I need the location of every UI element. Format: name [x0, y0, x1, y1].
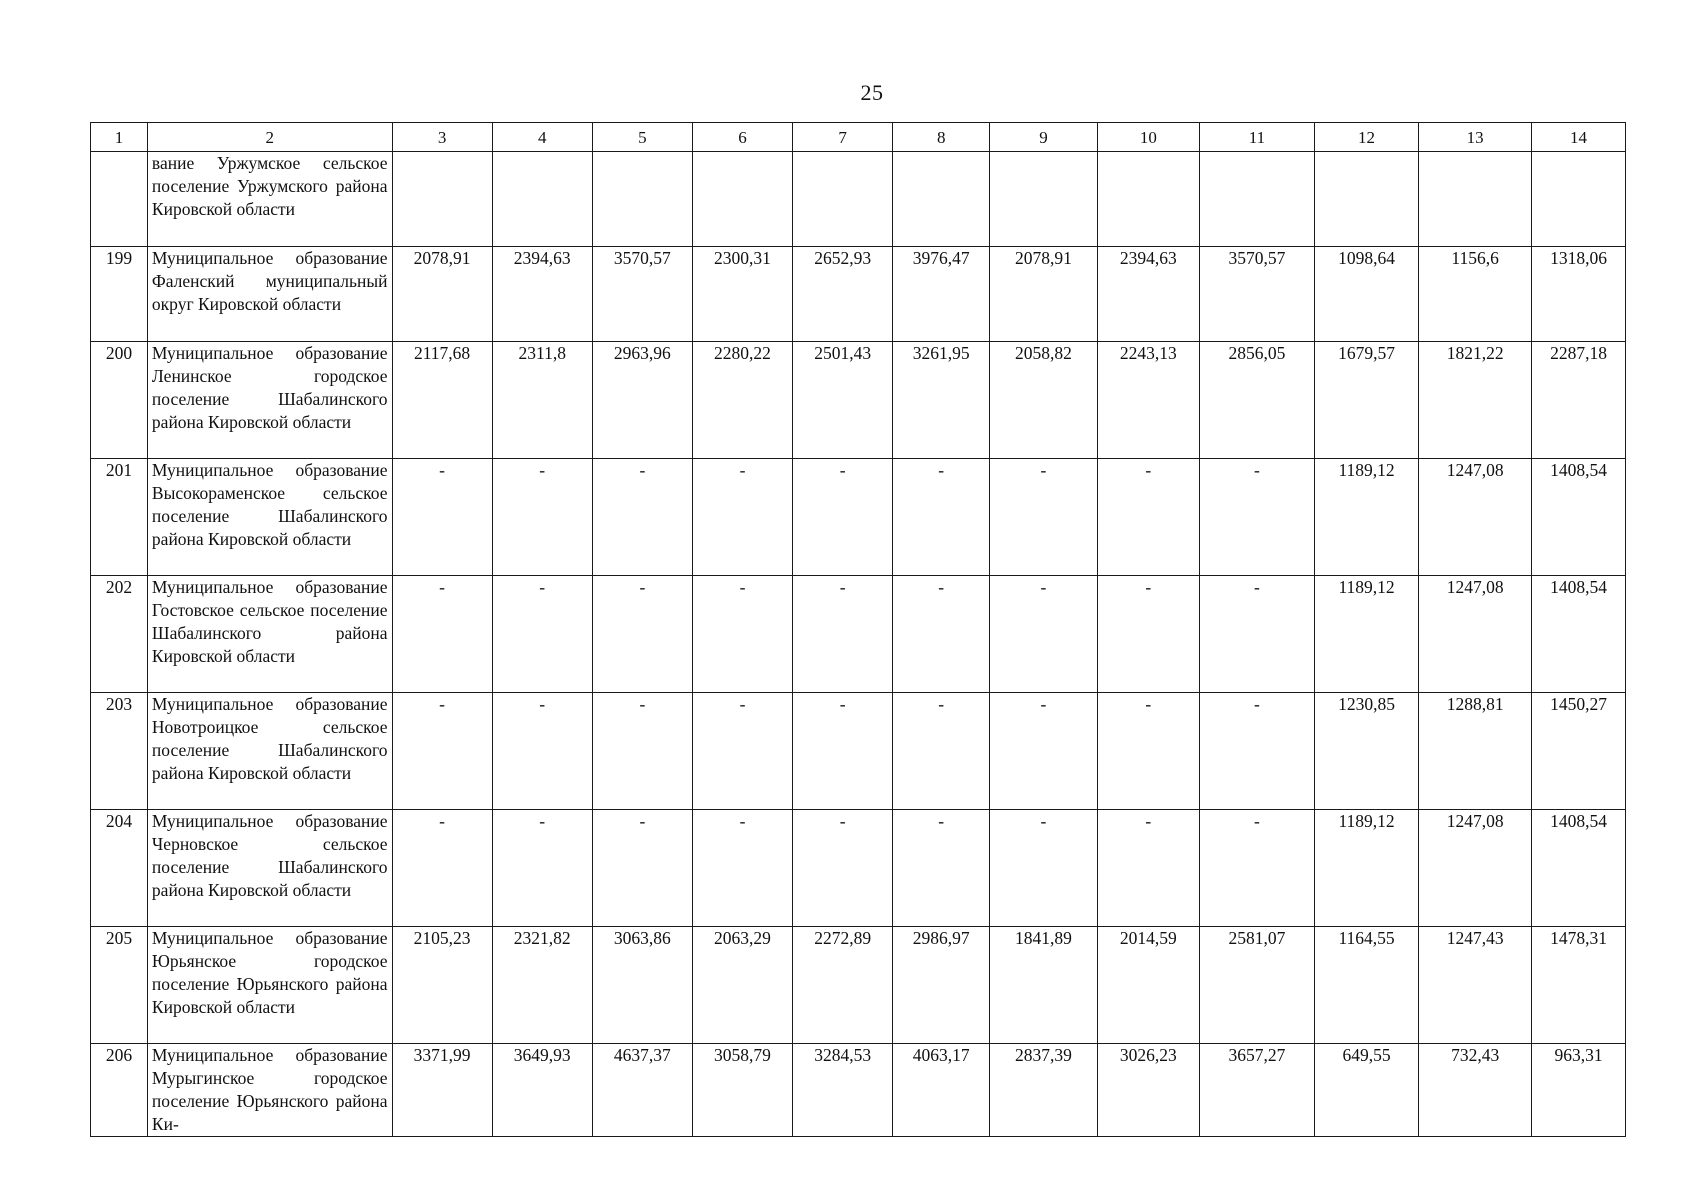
value-cell-col-10: 2394,63 — [1097, 247, 1199, 342]
row-number-cell: 199 — [91, 247, 148, 342]
value-cell-col-13 — [1419, 152, 1532, 247]
municipality-name-cell: Муниципальное образование Новотроицкое сельское поселение Шабалинского района Кировской области — [147, 693, 392, 810]
column-header-10: 10 — [1097, 123, 1199, 152]
value-cell-col-4: - — [492, 810, 592, 927]
value-cell-col-3: - — [392, 693, 492, 810]
municipality-name-cell: Муниципальное образование Юрьянское городское поселение Юрьянского района Кировской области — [147, 927, 392, 1044]
value-cell-col-3: - — [392, 459, 492, 576]
value-cell-col-9: - — [990, 810, 1098, 927]
value-cell-col-9: - — [990, 459, 1098, 576]
value-cell-col-14 — [1532, 152, 1626, 247]
table-body — [91, 123, 1626, 1137]
value-cell-col-5: 3063,86 — [592, 927, 692, 1044]
value-cell-col-5: 2963,96 — [592, 342, 692, 459]
value-cell-col-12: 1189,12 — [1314, 576, 1418, 693]
column-header-12: 12 — [1314, 123, 1418, 152]
column-header-11: 11 — [1199, 123, 1314, 152]
value-cell-col-7: 2272,89 — [793, 927, 893, 1044]
row-number-cell: 201 — [91, 459, 148, 576]
value-cell-col-6: 3058,79 — [692, 1044, 792, 1137]
value-cell-col-11: 2581,07 — [1199, 927, 1314, 1044]
table-row — [91, 459, 1626, 576]
value-cell-col-14: 1408,54 — [1532, 810, 1626, 927]
value-cell-col-9: 2837,39 — [990, 1044, 1098, 1137]
value-cell-col-12 — [1314, 152, 1418, 247]
column-header-3: 3 — [392, 123, 492, 152]
value-cell-col-11: - — [1199, 576, 1314, 693]
row-number-cell: 203 — [91, 693, 148, 810]
column-header-4: 4 — [492, 123, 592, 152]
value-cell-col-5: 3570,57 — [592, 247, 692, 342]
value-cell-col-4 — [492, 152, 592, 247]
municipality-name-cell: вание Уржумское сельское поселение Уржумского района Кировской области — [147, 152, 392, 247]
value-cell-col-4: 2394,63 — [492, 247, 592, 342]
value-cell-col-13: 1288,81 — [1419, 693, 1532, 810]
value-cell-col-10: 3026,23 — [1097, 1044, 1199, 1137]
value-cell-col-6: 2063,29 — [692, 927, 792, 1044]
table-row — [91, 1044, 1626, 1137]
table-row — [91, 810, 1626, 927]
value-cell-col-14: 1408,54 — [1532, 459, 1626, 576]
value-cell-col-6 — [692, 152, 792, 247]
value-cell-col-14: 1408,54 — [1532, 576, 1626, 693]
value-cell-col-14: 1450,27 — [1532, 693, 1626, 810]
value-cell-col-6: - — [692, 693, 792, 810]
table-header-row — [91, 123, 1626, 152]
value-cell-col-14: 1318,06 — [1532, 247, 1626, 342]
value-cell-col-9: 1841,89 — [990, 927, 1098, 1044]
value-cell-col-14: 2287,18 — [1532, 342, 1626, 459]
column-header-6: 6 — [692, 123, 792, 152]
value-cell-col-12: 1230,85 — [1314, 693, 1418, 810]
table-row — [91, 927, 1626, 1044]
value-cell-col-5: - — [592, 576, 692, 693]
value-cell-col-3: 2105,23 — [392, 927, 492, 1044]
table-row — [91, 576, 1626, 693]
value-cell-col-4: - — [492, 459, 592, 576]
column-header-7: 7 — [793, 123, 893, 152]
value-cell-col-9 — [990, 152, 1098, 247]
value-cell-col-14: 1478,31 — [1532, 927, 1626, 1044]
value-cell-col-4: - — [492, 576, 592, 693]
value-cell-col-4: 2311,8 — [492, 342, 592, 459]
column-header-5: 5 — [592, 123, 692, 152]
value-cell-col-8: - — [893, 693, 990, 810]
value-cell-col-10: - — [1097, 576, 1199, 693]
municipality-name-cell: Муниципальное образование Ленинское городское поселение Шабалинского района Кировской области — [147, 342, 392, 459]
row-number-cell: 205 — [91, 927, 148, 1044]
value-cell-col-5: - — [592, 810, 692, 927]
value-cell-col-7 — [793, 152, 893, 247]
value-cell-col-10: - — [1097, 693, 1199, 810]
table-row — [91, 152, 1626, 247]
value-cell-col-6: - — [692, 810, 792, 927]
value-cell-col-4: 3649,93 — [492, 1044, 592, 1137]
value-cell-col-12: 1189,12 — [1314, 459, 1418, 576]
value-cell-col-3: - — [392, 576, 492, 693]
table-row — [91, 247, 1626, 342]
value-cell-col-7: 2652,93 — [793, 247, 893, 342]
value-cell-col-13: 1156,6 — [1419, 247, 1532, 342]
value-cell-col-8: 3976,47 — [893, 247, 990, 342]
row-number-cell: 206 — [91, 1044, 148, 1137]
column-header-1: 1 — [91, 123, 148, 152]
value-cell-col-11: 2856,05 — [1199, 342, 1314, 459]
value-cell-col-10 — [1097, 152, 1199, 247]
value-cell-col-10: 2243,13 — [1097, 342, 1199, 459]
column-header-13: 13 — [1419, 123, 1532, 152]
value-cell-col-7: 3284,53 — [793, 1044, 893, 1137]
value-cell-col-3: 3371,99 — [392, 1044, 492, 1137]
value-cell-col-10: 2014,59 — [1097, 927, 1199, 1044]
value-cell-col-14: 963,31 — [1532, 1044, 1626, 1137]
value-cell-col-13: 1247,43 — [1419, 927, 1532, 1044]
row-number-cell: 200 — [91, 342, 148, 459]
value-cell-col-7: - — [793, 459, 893, 576]
value-cell-col-9: 2078,91 — [990, 247, 1098, 342]
value-cell-col-9: - — [990, 576, 1098, 693]
value-cell-col-7: - — [793, 576, 893, 693]
value-cell-col-12: 1189,12 — [1314, 810, 1418, 927]
row-number-cell — [91, 152, 148, 247]
value-cell-col-4: - — [492, 693, 592, 810]
row-number-cell: 202 — [91, 576, 148, 693]
value-cell-col-6: 2280,22 — [692, 342, 792, 459]
value-cell-col-13: 1247,08 — [1419, 810, 1532, 927]
value-cell-col-6: 2300,31 — [692, 247, 792, 342]
value-cell-col-7: 2501,43 — [793, 342, 893, 459]
page-number: 25 — [860, 80, 884, 105]
table-container — [90, 122, 1626, 1137]
municipality-name-cell: Муниципальное образование Высокораменское сельское поселение Шабалинского района Кировской области — [147, 459, 392, 576]
value-cell-col-8: - — [893, 810, 990, 927]
value-cell-col-11: 3657,27 — [1199, 1044, 1314, 1137]
value-cell-col-3: 2078,91 — [392, 247, 492, 342]
value-cell-col-12: 1098,64 — [1314, 247, 1418, 342]
value-cell-col-3 — [392, 152, 492, 247]
value-cell-col-11: 3570,57 — [1199, 247, 1314, 342]
value-cell-col-3: 2117,68 — [392, 342, 492, 459]
municipality-name-cell: Муниципальное образование Мурыгинское городское поселение Юрьянского района Ки- — [147, 1044, 392, 1137]
value-cell-col-12: 1164,55 — [1314, 927, 1418, 1044]
value-cell-col-12: 1679,57 — [1314, 342, 1418, 459]
data-table — [90, 122, 1626, 1137]
value-cell-col-3: - — [392, 810, 492, 927]
value-cell-col-7: - — [793, 693, 893, 810]
table-row — [91, 342, 1626, 459]
municipality-name-cell: Муниципальное образование Фаленский муниципальный округ Кировской области — [147, 247, 392, 342]
value-cell-col-12: 649,55 — [1314, 1044, 1418, 1137]
value-cell-col-13: 1821,22 — [1419, 342, 1532, 459]
value-cell-col-8: - — [893, 459, 990, 576]
value-cell-col-11: - — [1199, 810, 1314, 927]
row-number-cell: 204 — [91, 810, 148, 927]
value-cell-col-10: - — [1097, 810, 1199, 927]
value-cell-col-7: - — [793, 810, 893, 927]
value-cell-col-13: 1247,08 — [1419, 459, 1532, 576]
value-cell-col-11: - — [1199, 459, 1314, 576]
column-header-2: 2 — [147, 123, 392, 152]
value-cell-col-13: 732,43 — [1419, 1044, 1532, 1137]
value-cell-col-11 — [1199, 152, 1314, 247]
value-cell-col-6: - — [692, 459, 792, 576]
municipality-name-cell: Муниципальное образование Черновское сельское поселение Шабалинского района Кировской области — [147, 810, 392, 927]
value-cell-col-8: 3261,95 — [893, 342, 990, 459]
table-row — [91, 693, 1626, 810]
value-cell-col-5: - — [592, 459, 692, 576]
value-cell-col-5 — [592, 152, 692, 247]
value-cell-col-11: - — [1199, 693, 1314, 810]
value-cell-col-5: 4637,37 — [592, 1044, 692, 1137]
value-cell-col-6: - — [692, 576, 792, 693]
column-header-9: 9 — [990, 123, 1098, 152]
value-cell-col-4: 2321,82 — [492, 927, 592, 1044]
value-cell-col-9: - — [990, 693, 1098, 810]
value-cell-col-8 — [893, 152, 990, 247]
value-cell-col-13: 1247,08 — [1419, 576, 1532, 693]
value-cell-col-10: - — [1097, 459, 1199, 576]
column-header-14: 14 — [1532, 123, 1626, 152]
value-cell-col-8: 2986,97 — [893, 927, 990, 1044]
value-cell-col-5: - — [592, 693, 692, 810]
municipality-name-cell: Муниципальное образование Гостовское сельское поселение Шабалинского района Кировской области — [147, 576, 392, 693]
value-cell-col-8: 4063,17 — [893, 1044, 990, 1137]
value-cell-col-8: - — [893, 576, 990, 693]
value-cell-col-9: 2058,82 — [990, 342, 1098, 459]
column-header-8: 8 — [893, 123, 990, 152]
